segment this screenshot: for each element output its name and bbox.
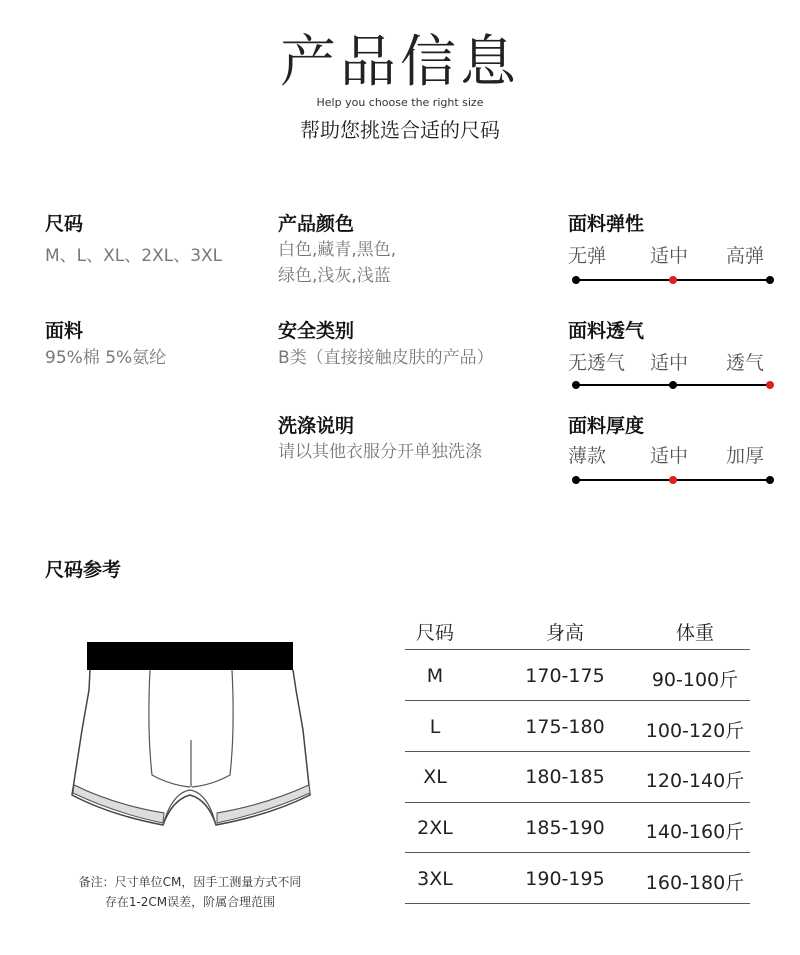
table-cell-size: L — [429, 716, 441, 738]
table-cell-size: M — [426, 665, 444, 687]
fabric-value: 95%棉 5%氨纶 — [45, 348, 167, 368]
left-leg-hem — [73, 785, 164, 823]
thickness-option-thin: 薄款 — [568, 445, 607, 467]
thickness-label: 面料厚度 — [568, 415, 645, 437]
boxer-briefs-illustration — [60, 635, 325, 835]
fabric-label: 面料 — [45, 320, 84, 342]
table-cell-weight: 160-180斤 — [645, 872, 745, 894]
table-cell-height: 175-180 — [525, 716, 605, 738]
table-divider — [405, 852, 750, 853]
pouch-right-seam — [192, 670, 233, 787]
table-divider — [405, 649, 750, 650]
thickness-dot-medium — [669, 476, 677, 484]
table-cell-size: 3XL — [417, 868, 453, 890]
right-leg-hem — [217, 785, 310, 823]
size-note-line2: 存在1-2CM误差，阶属合理范围 — [104, 895, 276, 909]
breathability-dot-none — [572, 381, 580, 389]
table-cell-size: 2XL — [417, 817, 453, 839]
table-divider — [405, 802, 750, 803]
table-divider — [405, 751, 750, 752]
table-cell-height: 170-175 — [525, 665, 605, 687]
table-header-weight: 体重 — [675, 622, 714, 644]
washing-label: 洗涤说明 — [278, 415, 355, 437]
thickness-dot-thin — [572, 476, 580, 484]
washing-value: 请以其他衣服分开单独洗涤 — [278, 442, 482, 462]
breathability-option-medium: 适中 — [650, 352, 689, 374]
subtitle-chinese: 帮助您挑选合适的尺码 — [300, 118, 500, 142]
table-header-height: 身高 — [545, 622, 584, 644]
size-label: 尺码 — [45, 213, 84, 235]
table-divider — [405, 700, 750, 701]
table-header-size: 尺码 — [415, 622, 454, 644]
breathability-option-none: 无透气 — [568, 352, 626, 374]
subtitle-english: Help you choose the right size — [316, 96, 484, 109]
waistband — [87, 642, 293, 670]
thickness-scale — [568, 411, 778, 491]
color-label: 产品颜色 — [278, 213, 355, 235]
table-cell-size: XL — [423, 766, 447, 788]
thickness-dot-thick — [766, 476, 774, 484]
table-cell-weight: 120-140斤 — [645, 770, 745, 792]
page-title: 产品信息 — [280, 30, 520, 95]
elasticity-dot-none — [572, 276, 580, 284]
elasticity-dot-medium — [669, 276, 677, 284]
thickness-option-thick: 加厚 — [726, 445, 765, 467]
color-value-line1: 白色,藏青,黑色, — [278, 240, 397, 260]
breathability-label: 面料透气 — [568, 320, 645, 342]
elasticity-scale — [568, 209, 778, 289]
table-cell-weight: 140-160斤 — [645, 821, 745, 843]
elasticity-option-none: 无弹 — [568, 245, 607, 267]
pouch-left-seam — [149, 670, 190, 787]
table-cell-height: 190-195 — [525, 868, 605, 890]
table-cell-weight: 100-120斤 — [645, 720, 745, 742]
breathability-dot-medium — [669, 381, 677, 389]
color-value-line2: 绿色,浅灰,浅蓝 — [278, 266, 391, 286]
table-cell-weight: 90-100斤 — [651, 669, 739, 691]
thickness-option-medium: 适中 — [650, 445, 689, 467]
elasticity-option-medium: 适中 — [650, 245, 689, 267]
size-note-line1: 备注：尺寸单位CM，因手工测量方式不同 — [78, 875, 302, 889]
size-value: M、L、XL、2XL、3XL — [45, 246, 223, 266]
elasticity-label: 面料弹性 — [568, 213, 645, 235]
safety-value: B类（直接接触皮肤的产品） — [278, 348, 494, 368]
safety-label: 安全类别 — [278, 320, 355, 342]
breathability-option-high: 透气 — [726, 352, 765, 374]
elasticity-dot-high — [766, 276, 774, 284]
size-table — [405, 612, 750, 907]
table-divider — [405, 903, 750, 904]
size-reference-title: 尺码参考 — [45, 559, 122, 581]
elasticity-option-high: 高弹 — [726, 245, 765, 267]
table-cell-height: 180-185 — [525, 766, 605, 788]
breathability-dot-high — [766, 381, 774, 389]
breathability-scale — [568, 316, 778, 396]
table-cell-height: 185-190 — [525, 817, 605, 839]
